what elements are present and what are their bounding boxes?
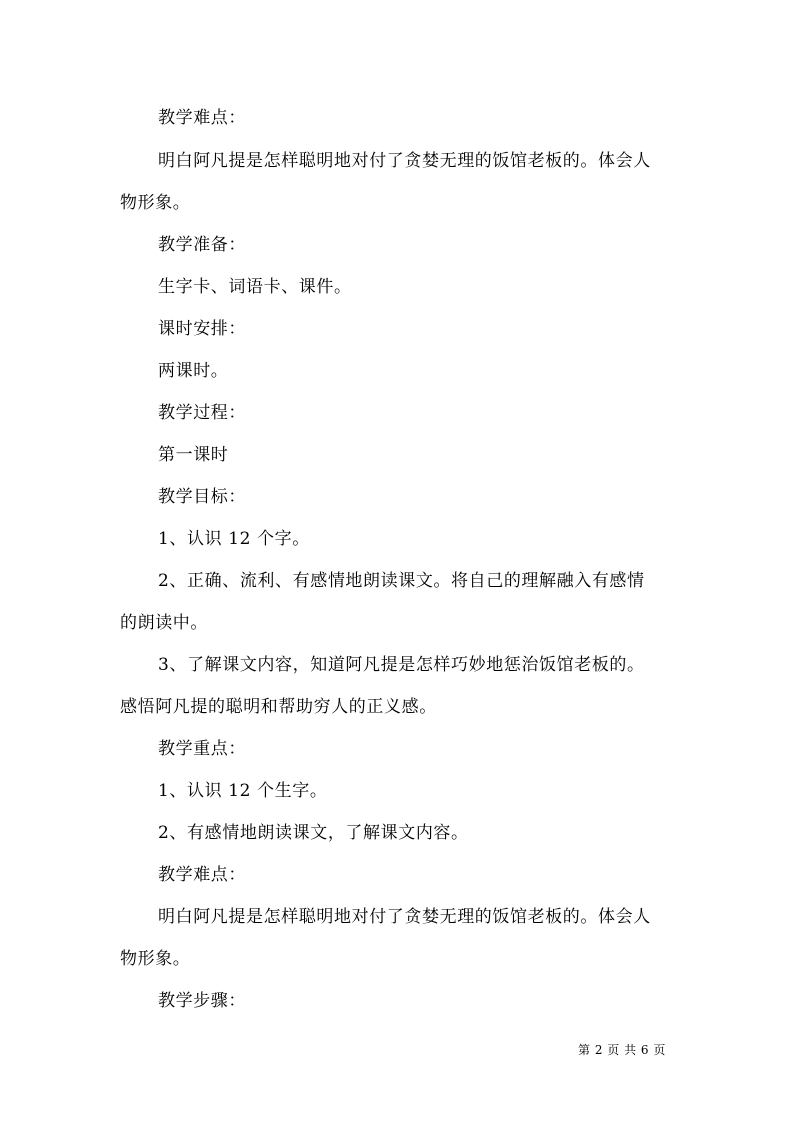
paragraph-line: 两课时。 bbox=[158, 361, 229, 381]
paragraph-line: 物形象。 bbox=[120, 193, 191, 213]
list-item: 1、认识 12 个字。 bbox=[158, 529, 310, 549]
heading-teaching-process: 教学过程： bbox=[158, 403, 246, 423]
paragraph-line: 明白阿凡提是怎样聪明地对付了贪婪无理的饭馆老板的。体会人 bbox=[158, 907, 651, 927]
heading-class-schedule: 课时安排： bbox=[158, 319, 246, 339]
page-number-footer: 第 2 页 共 6 页 bbox=[578, 1043, 666, 1057]
list-item: 2、正确、流利、有感情地朗读课文。将自己的理解融入有感情 bbox=[158, 571, 645, 591]
heading-teaching-difficulty: 教学难点： bbox=[158, 108, 246, 128]
heading-teaching-goals: 教学目标： bbox=[158, 487, 246, 507]
paragraph-line: 的朗读中。 bbox=[120, 613, 208, 633]
heading-teaching-steps: 教学步骤： bbox=[158, 991, 246, 1011]
paragraph-line: 生字卡、词语卡、课件。 bbox=[158, 277, 352, 297]
paragraph-line: 感悟阿凡提的聪明和帮助穷人的正义感。 bbox=[120, 697, 437, 717]
paragraph-line: 明白阿凡提是怎样聪明地对付了贪婪无理的饭馆老板的。体会人 bbox=[158, 151, 651, 171]
subheading-first-lesson: 第一课时 bbox=[158, 445, 229, 465]
heading-teaching-focus: 教学重点： bbox=[158, 739, 246, 759]
paragraph-line: 物形象。 bbox=[120, 949, 191, 969]
list-item: 1、认识 12 个生字。 bbox=[158, 781, 328, 801]
list-item: 3、了解课文内容，知道阿凡提是怎样巧妙地惩治饭馆老板的。 bbox=[158, 655, 645, 675]
heading-teaching-preparation: 教学准备： bbox=[158, 235, 246, 255]
list-item: 2、有感情地朗读课文，了解课文内容。 bbox=[158, 823, 469, 843]
heading-teaching-difficulty: 教学难点： bbox=[158, 865, 246, 885]
